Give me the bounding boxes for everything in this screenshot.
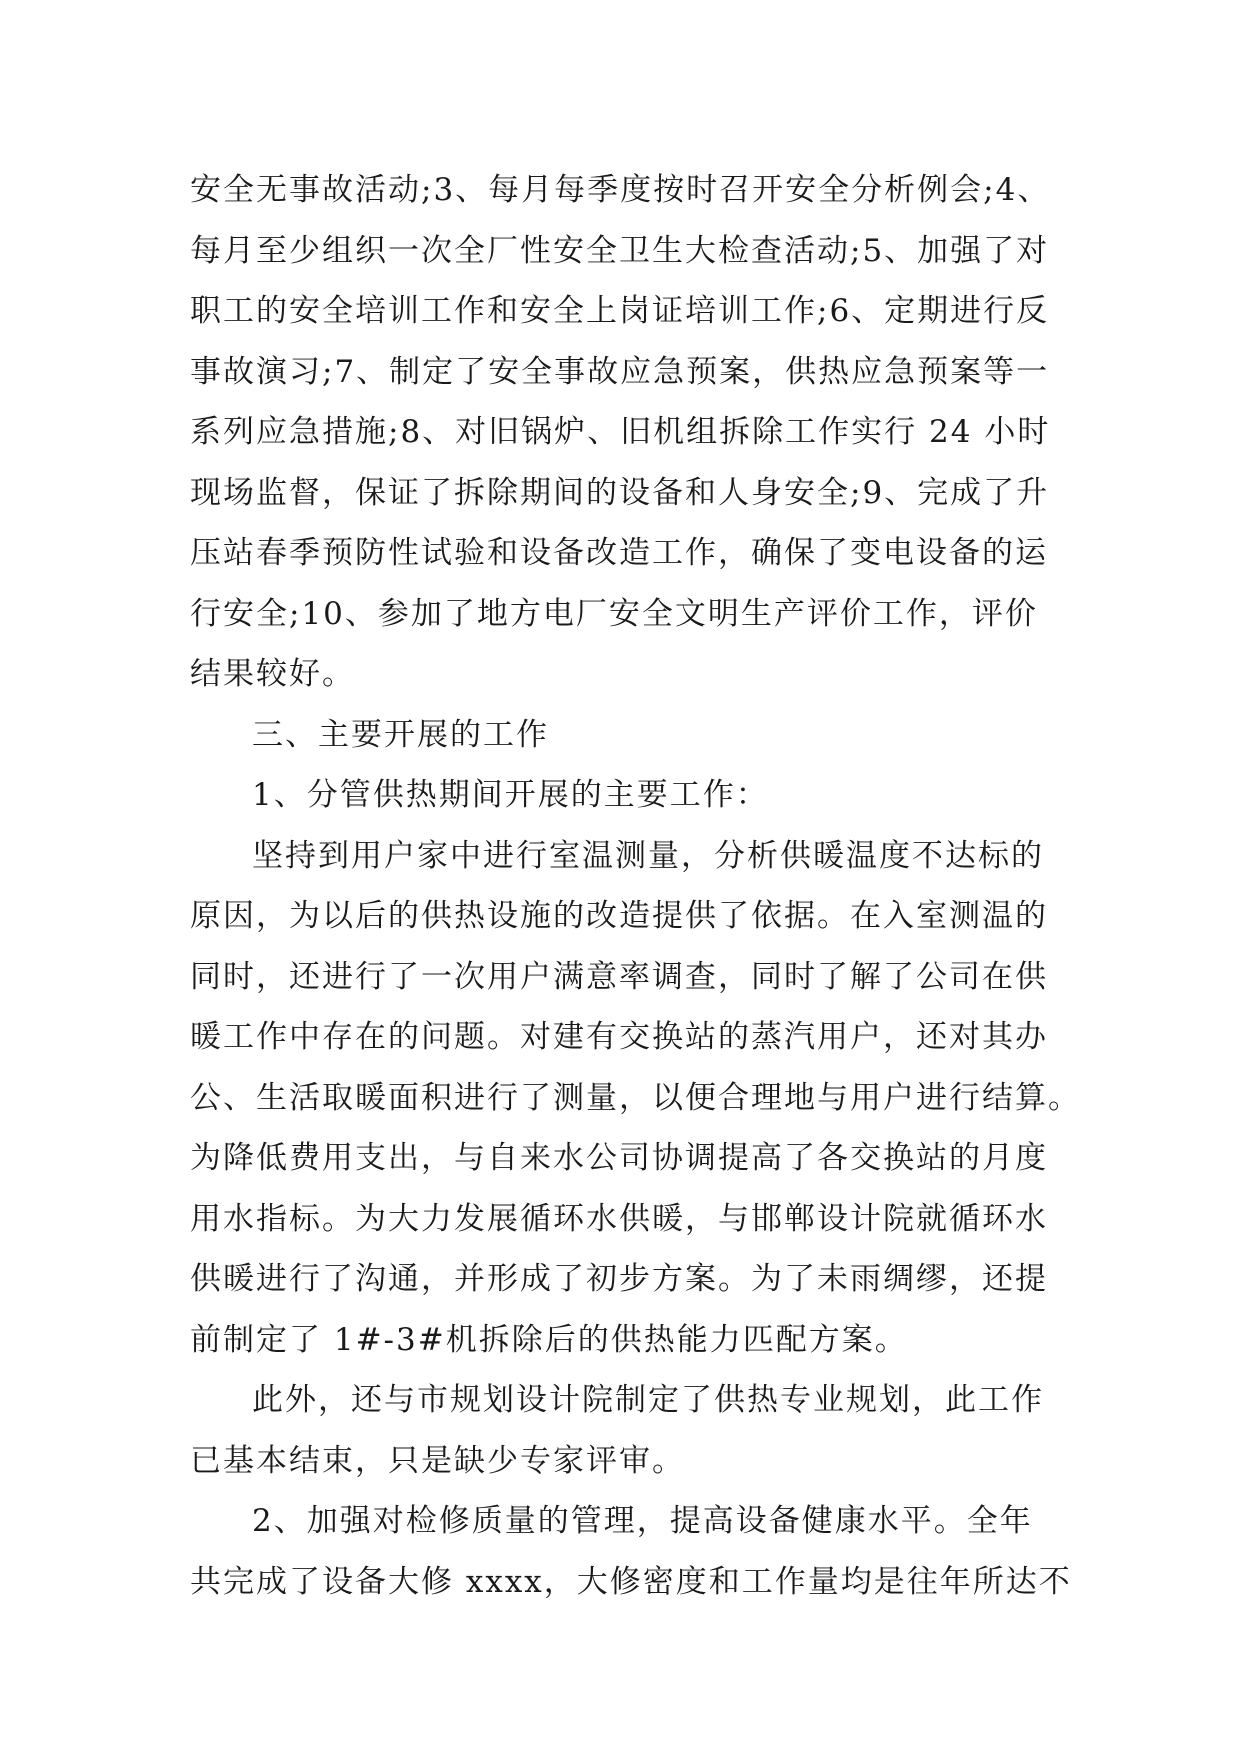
text-line: 事故演习;7、制定了安全事故应急预案，供热应急预案等一 xyxy=(190,353,1050,390)
text-line: 此外，还与市规划设计院制定了供热专业规划，此工作 xyxy=(252,1382,1044,1418)
text-line: 用水指标。为大力发展循环水供暖，与邯郸设计院就循环水 xyxy=(190,1200,1048,1237)
text-line: 系列应急措施;8、对旧锅炉、旧机组拆除工作实行 24 小时 xyxy=(190,414,1051,450)
text-line: 安全无事故活动;3、每月每季度按时召开安全分析例会;4、 xyxy=(190,172,1051,208)
text-line: 坚持到用户家中进行室温测量，分析供暖温度不达标的 xyxy=(252,837,1044,874)
text-line: 共完成了设备大修 xxxx，大修密度和工作量均是往年所达不 xyxy=(190,1563,1072,1600)
text-line: 同时，还进行了一次用户满意率调查，同时了解了公司在供 xyxy=(190,958,1048,995)
text-line: 为降低费用支出，与自来水公司协调提高了各交换站的月度 xyxy=(190,1140,1048,1176)
text-line: 结果较好。 xyxy=(190,656,355,692)
subsection-heading: 1、分管供热期间开展的主要工作： xyxy=(252,777,769,813)
text-line: 原因，为以后的供热设施的改造提供了依据。在入室测温的 xyxy=(190,898,1048,934)
text-line: 压站春季预防性试验和设备改造工作，确保了变电设备的运 xyxy=(190,535,1048,571)
text-line: 公、生活取暖面积进行了测量，以便合理地与用户进行结算。 xyxy=(190,1079,1081,1116)
text-line: 前制定了 1#-3#机拆除后的供热能力匹配方案。 xyxy=(190,1321,908,1358)
text-line: 2、加强对检修质量的管理，提高设备健康水平。全年 xyxy=(252,1503,1033,1539)
text-line: 已基本结束，只是缺少专家评审。 xyxy=(190,1442,685,1479)
text-line: 现场监督，保证了拆除期间的设备和人身安全;9、完成了升 xyxy=(190,474,1050,511)
document-body xyxy=(190,160,1081,1612)
text-line: 供暖进行了沟通，并形成了初步方案。为了未雨绸缪，还提 xyxy=(190,1261,1048,1297)
text-line: 行安全;10、参加了地方电厂安全文明生产评价工作，评价 xyxy=(190,595,1038,632)
text-line: 暖工作中存在的问题。对建有交换站的蒸汽用户，还对其办 xyxy=(190,1019,1048,1055)
text-line: 职工的安全培训工作和安全上岗证培训工作;6、定期进行反 xyxy=(190,293,1050,329)
section-heading: 三、主要开展的工作 xyxy=(252,716,549,753)
text-line: 每月至少组织一次全厂性安全卫生大检查活动;5、加强了对 xyxy=(190,232,1050,269)
